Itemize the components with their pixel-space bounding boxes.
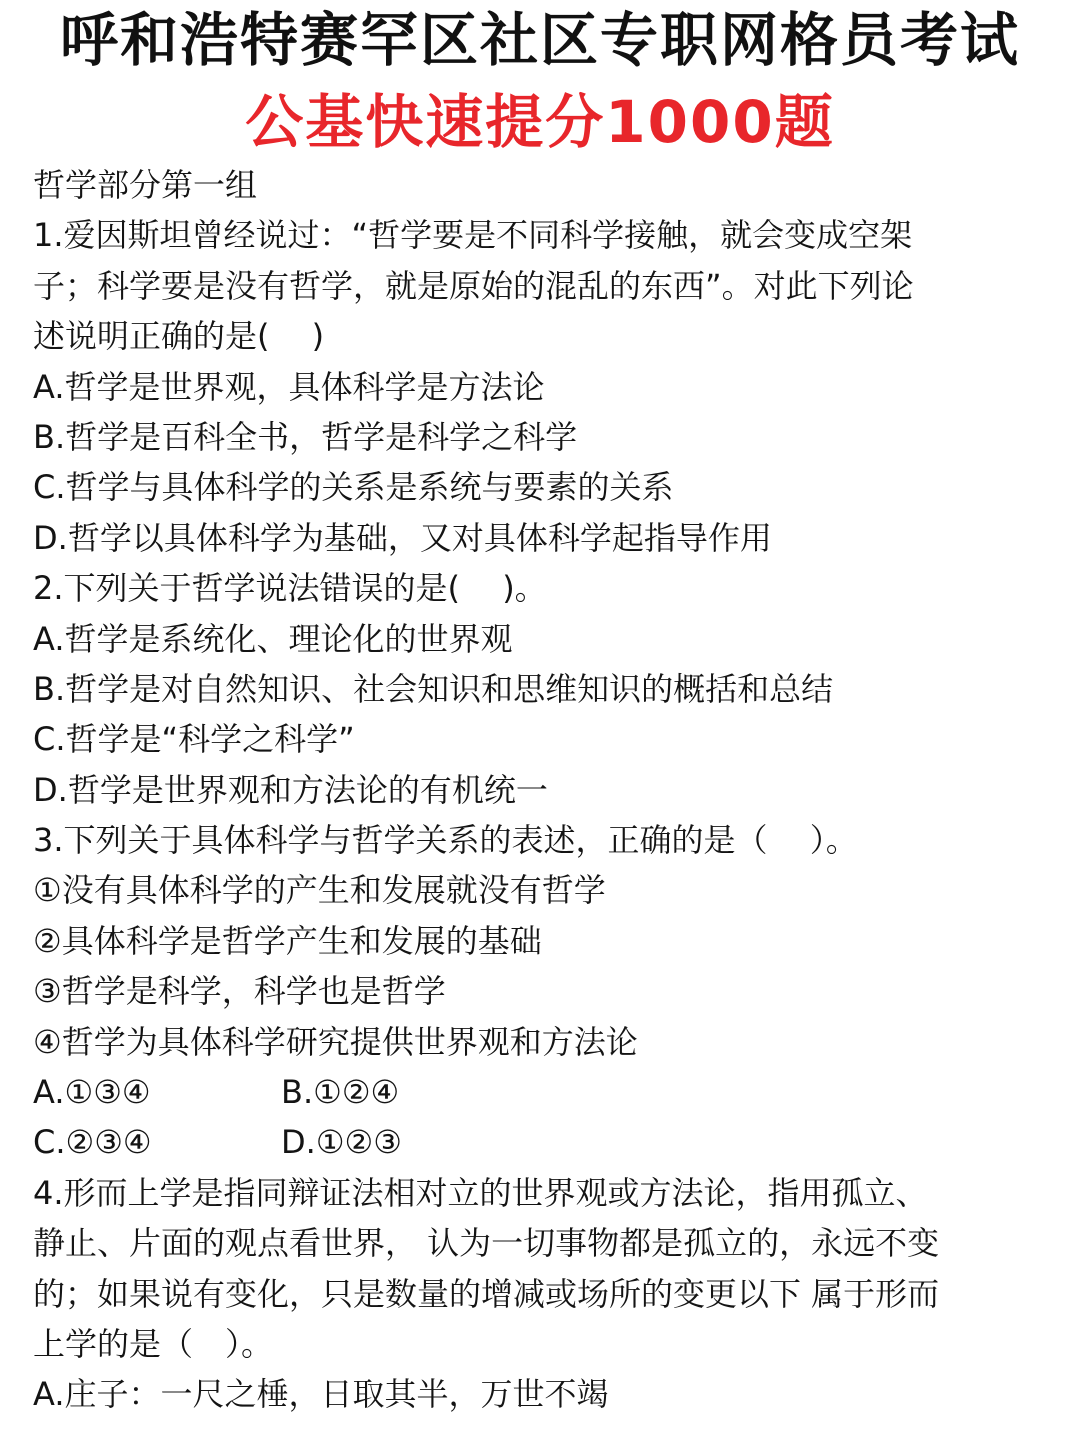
answer-option: C.哲学是“科学之科学” (33, 720, 355, 759)
question-2 (33, 563, 1063, 815)
question-stem-line: 4.形而上学是指同辩证法相对立的世界观或方法论，指用孤立、 (33, 1173, 928, 1212)
question-statement: ①没有具体科学的产生和发展就没有哲学 (33, 871, 606, 910)
page-subtitle: 公基快速提分1000题 (245, 88, 835, 156)
question-content (33, 160, 1063, 1420)
question-3 (33, 815, 1063, 1168)
question-1 (33, 210, 1063, 563)
question-stem-line: 1.爱因斯坦曾经说过：“哲学要是不同科学接触，就会变成空架 (33, 216, 913, 255)
answer-option-row (33, 1067, 1063, 1117)
question-stem-line: 2.下列关于哲学说法错误的是( )。 (33, 569, 547, 608)
question-stem-line: 的；如果说有变化，只是数量的增减或场所的变更以下 属于形而 (33, 1274, 940, 1313)
question-statement: ④哲学为具体科学研究提供世界观和方法论 (33, 1022, 638, 1061)
question-stem-line: 上学的是（ ）。 (33, 1324, 274, 1363)
answer-option: B.哲学是百科全书，哲学是科学之科学 (33, 417, 578, 456)
answer-option: A.庄子：一尺之棰，日取其半，万世不竭 (33, 1375, 609, 1414)
question-statement: ③哲学是科学，科学也是哲学 (33, 972, 446, 1011)
question-stem-line: 3.下列关于具体科学与哲学关系的表述，正确的是（ ）。 (33, 821, 858, 860)
question-statement: ②具体科学是哲学产生和发展的基础 (33, 921, 542, 960)
answer-option: C.②③④ (33, 1123, 152, 1162)
answer-option: D.哲学以具体科学为基础，又对具体科学起指导作用 (33, 518, 772, 557)
question-stem-line: 述说明正确的是( ) (33, 317, 325, 356)
question-stem-line: 静止、片面的观点看世界， 认为一切事物都是孤立的，永远不变 (33, 1224, 940, 1263)
answer-option: D.哲学是世界观和方法论的有机统一 (33, 770, 548, 809)
page-title: 呼和浩特赛罕区社区专职网格员考试 (59, 6, 1020, 74)
answer-option: A.哲学是系统化、理论化的世界观 (33, 619, 513, 658)
answer-option: D.①②③ (281, 1123, 402, 1162)
answer-option: B.哲学是对自然知识、社会知识和思维知识的概括和总结 (33, 669, 834, 708)
question-4 (33, 1168, 1063, 1420)
answer-option: A.哲学是世界观，具体科学是方法论 (33, 367, 545, 406)
question-stem-line: 子；科学要是没有哲学，就是原始的混乱的东西”。对此下列论 (33, 266, 914, 305)
answer-option: A.①③④ (33, 1073, 151, 1112)
answer-option: B.①②④ (281, 1073, 400, 1112)
answer-option-row (33, 1117, 1063, 1167)
section-title: 哲学部分第一组 (33, 166, 258, 204)
answer-option: C.哲学与具体科学的关系是系统与要素的关系 (33, 468, 674, 507)
